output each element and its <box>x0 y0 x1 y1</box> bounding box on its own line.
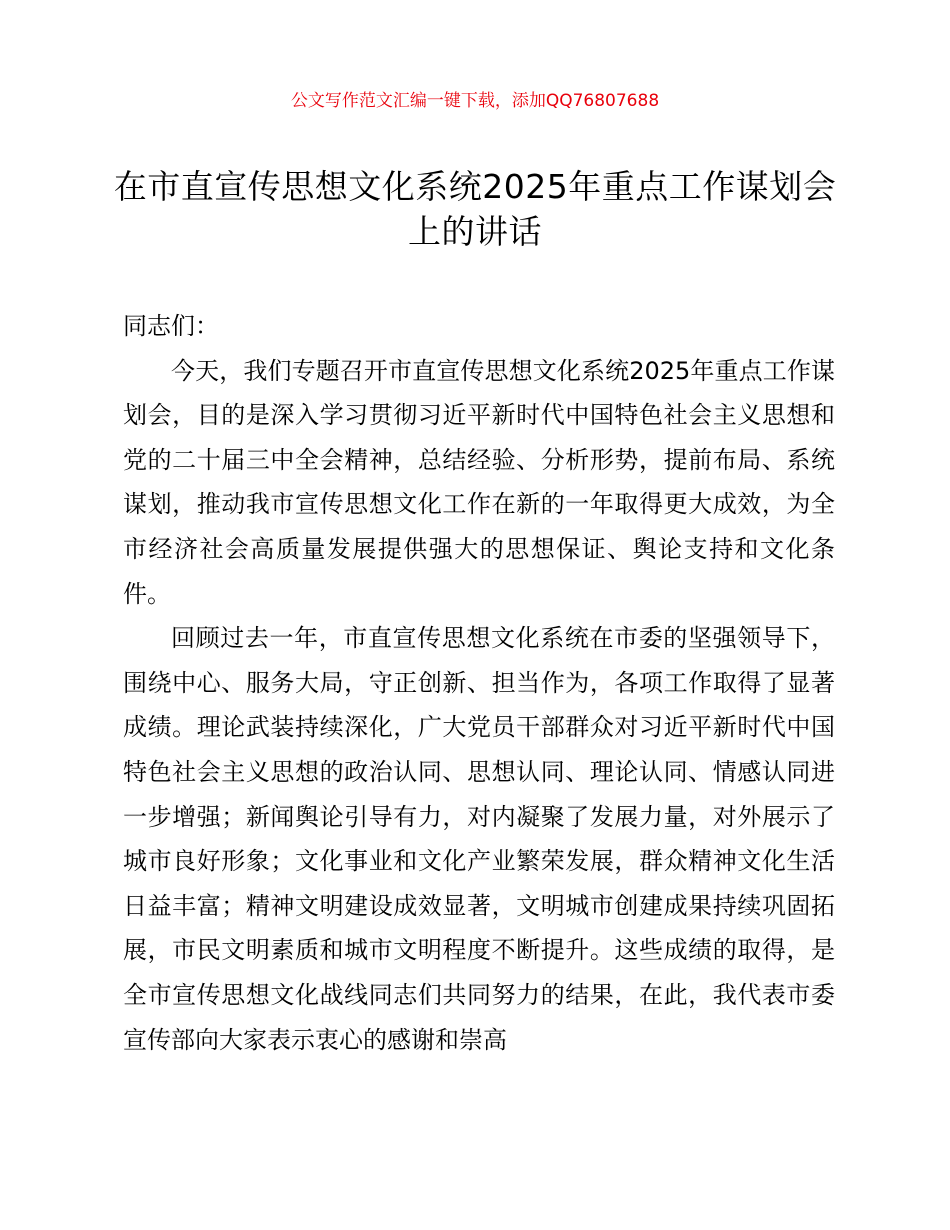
document-body <box>123 304 835 1062</box>
body-paragraph: 回顾过去一年，市直宣传思想文化系统在市委的坚强领导下，围绕中心、服务大局，守正创新、担当作为，各项工作取得了显著成绩。理论武装持续深化，广大党员干部群众对习近平新时代中国特色社会主义思想的政治认同、思想认同、理论认同、情感认同进一步增强；新闻舆论引导有力，对内凝聚了发展力量，对外展示了城市良好形象；文化事业和文化产业繁荣发展，群众精神文化生活日益丰富；精神文明建设成效显著，文明城市创建成果持续巩固拓展，市民文明素质和城市文明程度不断提升。这些成绩的取得，是全市宣传思想文化战线同志们共同努力的结果，在此，我代表市委宣传部向大家表示衷心的感谢和崇高 <box>123 624 835 1054</box>
body-paragraph: 今天，我们专题召开市直宣传思想文化系统2025年重点工作谋划会，目的是深入学习贯彻习近平新时代中国特色社会主义思想和党的二十届三中全会精神，总结经验、分析形势，提前布局、系统谋划，推动我市宣传思想文化工作在新的一年取得更大成效，为全市经济社会高质量发展提供强大的思想保证、舆论支持和文化条件。 <box>123 356 835 608</box>
document-title: 在市直宣传思想文化系统2025年重点工作谋划会上的讲话 <box>113 167 837 251</box>
salutation: 同志们： <box>123 312 219 340</box>
download-ad-text: 公文写作范文汇编一键下载，添加QQ76807688 <box>290 91 660 111</box>
